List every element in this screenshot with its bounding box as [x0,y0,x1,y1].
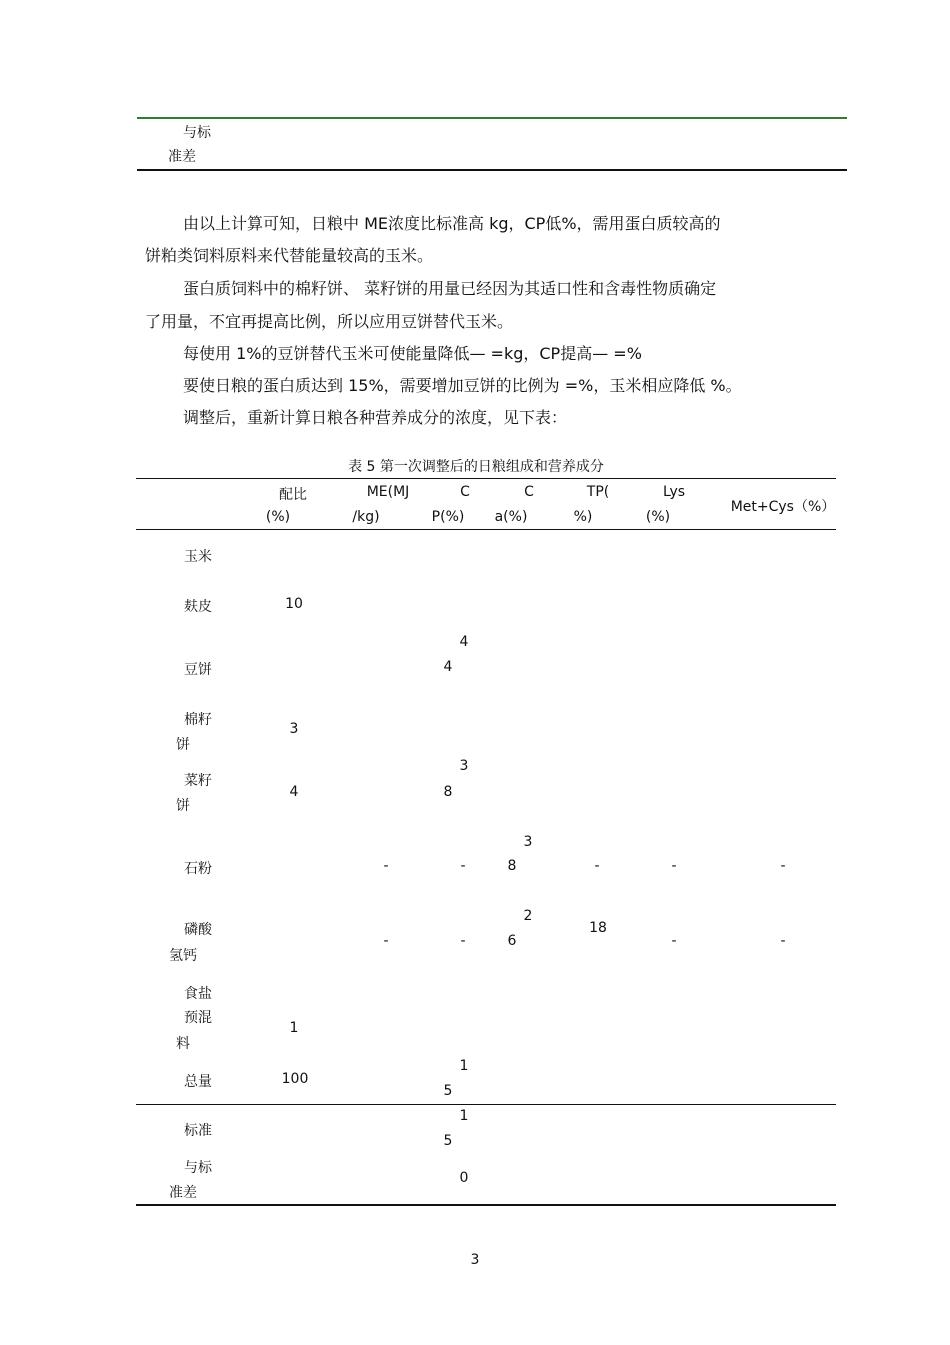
row-name: 总量 [184,1074,212,1090]
header-ca-2: a(%) [494,509,528,525]
header-ratio-2: (%) [265,509,291,525]
row-ca-1: 3 [523,834,533,850]
row-name: 棉籽 [184,712,212,728]
row-name: 磷酸 [184,922,212,938]
row-ca-2: 6 [507,933,517,949]
row-name: 豆饼 [184,662,212,678]
row-cp: - [460,858,466,874]
footer-diff-cp: 0 [459,1170,469,1186]
row-name-2: 饼 [176,798,190,814]
prev-table-label-line2: 准差 [168,149,196,165]
header-lys-2: (%) [645,509,671,525]
row-ratio: 10 [285,596,303,612]
row-name-2: 饼 [176,737,190,753]
row-me: - [383,858,389,874]
paragraph-1-cont: 饼粕类饲料原料来代替能量较高的玉米。 [145,246,434,265]
table-total-rule [136,1104,836,1105]
row-name: 麸皮 [184,599,212,615]
page-number: 3 [470,1252,480,1268]
header-metcys: Met+Cys（%） [730,499,836,515]
row-tp: 18 [589,920,607,936]
row-cp-1: 4 [459,634,469,650]
row-metcys: - [780,858,786,874]
prev-table-bottom-rule [137,169,847,171]
row-lys: - [671,933,677,949]
table-header-rule [136,529,836,530]
table-top-rule [136,478,836,479]
row-cp-1: 1 [459,1058,469,1074]
row-ratio: 4 [289,784,299,800]
header-lys-1: Lys [662,484,686,500]
header-cp-1: C [460,484,470,500]
header-tp-1: TP( [586,484,610,500]
paragraph-2-cont: 了用量，不宜再提高比例，所以应用豆饼替代玉米。 [145,312,514,331]
row-cp-2: 5 [443,1083,453,1099]
row-lys: - [671,858,677,874]
row-name-3: 料 [176,1036,190,1052]
row-metcys: - [780,933,786,949]
row-ca-1: 2 [523,908,533,924]
table-caption: 表 5 第一次调整后的日粮组成和营养成分 [348,459,604,475]
row-cp: - [460,933,466,949]
row-name: 菜籽 [184,773,212,789]
header-cp-2: P(%) [431,509,465,525]
paragraph-1: 由以上计算可知，日粮中 ME浓度比标准高 kg，CP低%，需用蛋白质较高的 [183,214,721,233]
row-ratio: 1 [289,1020,299,1036]
row-me: - [383,933,389,949]
row-cp-1: 3 [459,758,469,774]
paragraph-4: 要使日粮的蛋白质达到 15%，需要增加豆饼的比例为 =%，玉米相应降低 %。 [183,376,742,395]
header-me-2: /kg) [352,509,380,525]
row-cp-2: 4 [443,659,453,675]
footer-standard-name: 标准 [184,1123,212,1139]
row-ratio: 3 [289,721,299,737]
row-ratio: 100 [281,1071,309,1087]
row-name-2: 氢钙 [169,948,197,964]
footer-diff-name-2: 准差 [169,1185,197,1201]
row-cp-2: 8 [443,784,453,800]
header-me-1: ME(MJ [366,484,410,500]
header-ratio-1: 配比 [279,487,307,503]
paragraph-2: 蛋白质饲料中的棉籽饼、 菜籽饼的用量已经因为其适口性和含毒性物质确定 [183,279,717,298]
footer-diff-name-1: 与标 [184,1160,212,1176]
row-name: 玉米 [184,549,212,565]
row-name-2: 预混 [184,1010,212,1026]
table-bottom-rule [136,1204,836,1206]
row-name: 食盐 [184,986,212,1002]
row-name: 石粉 [184,861,212,877]
paragraph-3: 每使用 1%的豆饼替代玉米可使能量降低— =kg，CP提高— =% [183,344,642,363]
prev-table-label-line1: 与标 [183,125,211,141]
footer-standard-cp-1: 1 [459,1108,469,1124]
paragraph-5: 调整后，重新计算日粮各种营养成分的浓度，见下表： [183,408,568,427]
green-rule [137,117,847,119]
footer-standard-cp-2: 5 [443,1133,453,1149]
row-tp: - [594,858,600,874]
header-tp-2: %) [573,509,593,525]
row-ca-2: 8 [507,858,517,874]
header-ca-1: C [524,484,534,500]
